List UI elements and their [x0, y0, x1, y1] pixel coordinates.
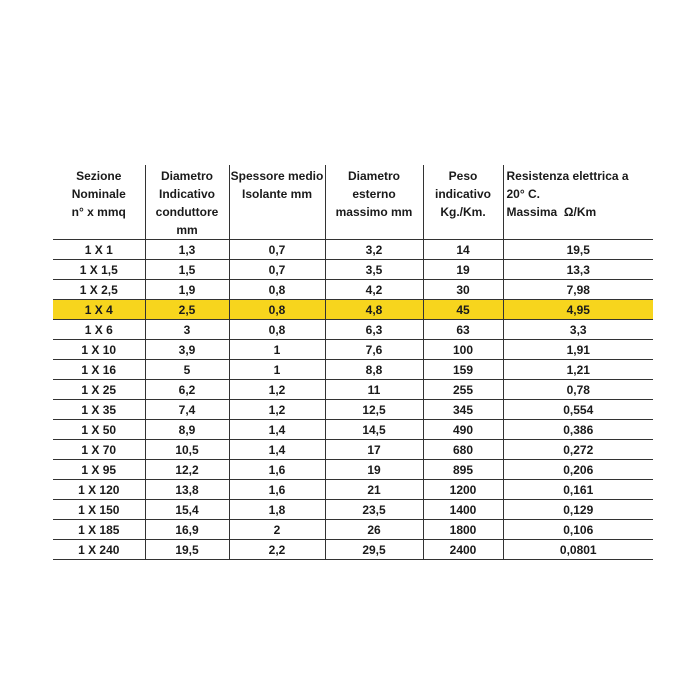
cell-sezione: 1 X 1,5: [53, 260, 145, 280]
table-row-highlighted: [53, 300, 653, 320]
cell-peso: 1400: [423, 500, 503, 520]
cell-sezione: 1 X 120: [53, 480, 145, 500]
cell-spessore: 0,8: [229, 320, 325, 340]
cell-spessore: 1: [229, 360, 325, 380]
cell-peso: 100: [423, 340, 503, 360]
cell-sezione: 1 X 50: [53, 420, 145, 440]
cell-diametro-conduttore: 15,4: [145, 500, 229, 520]
cell-sezione: 1 X 240: [53, 540, 145, 560]
cell-peso: 255: [423, 380, 503, 400]
cell-diametro-esterno: 14,5: [325, 420, 423, 440]
table-row: [53, 260, 653, 280]
cell-diametro-esterno: 3,5: [325, 260, 423, 280]
cell-peso: 159: [423, 360, 503, 380]
table-row: [53, 440, 653, 460]
table-body: [53, 240, 653, 560]
header-text: mm: [176, 223, 198, 237]
cell-peso: 895: [423, 460, 503, 480]
cell-sezione: 1 X 2,5: [53, 280, 145, 300]
cell-diametro-esterno: 8,8: [325, 360, 423, 380]
cell-diametro-conduttore: 8,9: [145, 420, 229, 440]
cell-spessore: 2: [229, 520, 325, 540]
cell-diametro-esterno: 26: [325, 520, 423, 540]
table-row: [53, 280, 653, 300]
cable-spec-table: [53, 165, 653, 560]
cell-diametro-conduttore: 1,3: [145, 240, 229, 260]
cell-diametro-conduttore: 16,9: [145, 520, 229, 540]
cell-peso: 45: [423, 300, 503, 320]
header-text: Resistenza elettrica a: [506, 169, 629, 183]
cell-diametro-conduttore: 13,8: [145, 480, 229, 500]
cell-diametro-conduttore: 19,5: [145, 540, 229, 560]
cell-sezione: 1 X 35: [53, 400, 145, 420]
cell-sezione: 1 X 1: [53, 240, 145, 260]
cell-peso: 1200: [423, 480, 503, 500]
header-text: Sezione: [76, 169, 122, 183]
header-sezione-nominale: [53, 165, 145, 240]
cell-resistenza: 0,272: [503, 440, 653, 460]
cell-sezione: 1 X 6: [53, 320, 145, 340]
cell-spessore: 0,7: [229, 260, 325, 280]
table-header: [53, 165, 653, 240]
header-text: Isolante mm: [241, 187, 313, 201]
table-row: [53, 520, 653, 540]
header-resistenza: [503, 165, 653, 240]
cell-spessore: 1,6: [229, 460, 325, 480]
cell-peso: 1800: [423, 520, 503, 540]
cell-peso: 63: [423, 320, 503, 340]
cell-resistenza: 0,0801: [503, 540, 653, 560]
table-row: [53, 340, 653, 360]
cell-diametro-esterno: 4,2: [325, 280, 423, 300]
header-text: 20° C.: [506, 187, 540, 201]
cell-resistenza: 7,98: [503, 280, 653, 300]
cell-spessore: 1,4: [229, 420, 325, 440]
cell-peso: 680: [423, 440, 503, 460]
header-diametro-conduttore: [145, 165, 229, 240]
table-row: [53, 420, 653, 440]
cell-resistenza: 0,129: [503, 500, 653, 520]
cell-diametro-conduttore: 3,9: [145, 340, 229, 360]
table-row: [53, 540, 653, 560]
cell-resistenza: 0,554: [503, 400, 653, 420]
cell-spessore: 0,7: [229, 240, 325, 260]
cell-sezione: 1 X 150: [53, 500, 145, 520]
cell-spessore: 0,8: [229, 300, 325, 320]
cell-diametro-esterno: 21: [325, 480, 423, 500]
cell-diametro-esterno: 7,6: [325, 340, 423, 360]
cell-diametro-conduttore: 12,2: [145, 460, 229, 480]
cell-sezione: 1 X 95: [53, 460, 145, 480]
cell-spessore: 1,8: [229, 500, 325, 520]
header-text: esterno: [352, 187, 396, 201]
header-text: Massima Ω/Km: [506, 205, 597, 219]
header-text: Spessore medio: [230, 169, 324, 183]
header-text: Diametro: [160, 169, 213, 183]
header-text: massimo mm: [335, 205, 413, 219]
cell-spessore: 1,2: [229, 400, 325, 420]
cell-spessore: 0,8: [229, 280, 325, 300]
cell-spessore: 1: [229, 340, 325, 360]
table-row: [53, 460, 653, 480]
cell-diametro-esterno: 4,8: [325, 300, 423, 320]
cell-resistenza: 3,3: [503, 320, 653, 340]
header-text: conduttore: [155, 205, 219, 219]
cell-spessore: 1,4: [229, 440, 325, 460]
table-row: [53, 400, 653, 420]
table-row: [53, 240, 653, 260]
table-row: [53, 320, 653, 340]
cell-resistenza: 1,21: [503, 360, 653, 380]
cell-resistenza: 0,386: [503, 420, 653, 440]
cell-sezione: 1 X 185: [53, 520, 145, 540]
cell-diametro-conduttore: 1,9: [145, 280, 229, 300]
cell-diametro-conduttore: 7,4: [145, 400, 229, 420]
cell-diametro-esterno: 11: [325, 380, 423, 400]
cell-peso: 30: [423, 280, 503, 300]
cell-diametro-esterno: 29,5: [325, 540, 423, 560]
cell-diametro-conduttore: 2,5: [145, 300, 229, 320]
header-text: Indicativo: [158, 187, 215, 201]
cell-spessore: 1,2: [229, 380, 325, 400]
table-row: [53, 380, 653, 400]
table-row: [53, 500, 653, 520]
cell-diametro-esterno: 23,5: [325, 500, 423, 520]
header-text: n° x mmq: [71, 205, 126, 219]
cell-resistenza: 0,206: [503, 460, 653, 480]
cell-sezione: 1 X 10: [53, 340, 145, 360]
table-row: [53, 480, 653, 500]
header-spessore-isolante: [229, 165, 325, 240]
cell-resistenza: 1,91: [503, 340, 653, 360]
cell-diametro-esterno: 6,3: [325, 320, 423, 340]
header-text: Peso: [448, 169, 478, 183]
cell-sezione: 1 X 4: [53, 300, 145, 320]
cell-diametro-conduttore: 1,5: [145, 260, 229, 280]
cell-resistenza: 0,161: [503, 480, 653, 500]
header-text: Diametro: [347, 169, 400, 183]
header-row: [53, 165, 653, 240]
table-row: [53, 360, 653, 380]
header-text: Kg./Km.: [440, 205, 486, 219]
cell-diametro-conduttore: 6,2: [145, 380, 229, 400]
cell-diametro-esterno: 19: [325, 460, 423, 480]
cell-diametro-conduttore: 3: [145, 320, 229, 340]
cell-spessore: 1,6: [229, 480, 325, 500]
cell-diametro-conduttore: 5: [145, 360, 229, 380]
cell-sezione: 1 X 70: [53, 440, 145, 460]
header-diametro-esterno: [325, 165, 423, 240]
cell-resistenza: 4,95: [503, 300, 653, 320]
cell-diametro-conduttore: 10,5: [145, 440, 229, 460]
cell-resistenza: 19,5: [503, 240, 653, 260]
cell-peso: 490: [423, 420, 503, 440]
cell-sezione: 1 X 25: [53, 380, 145, 400]
cell-diametro-esterno: 12,5: [325, 400, 423, 420]
cell-peso: 14: [423, 240, 503, 260]
cell-diametro-esterno: 3,2: [325, 240, 423, 260]
cell-diametro-esterno: 17: [325, 440, 423, 460]
cell-resistenza: 13,3: [503, 260, 653, 280]
cell-sezione: 1 X 16: [53, 360, 145, 380]
cell-peso: 2400: [423, 540, 503, 560]
cell-peso: 345: [423, 400, 503, 420]
cell-resistenza: 0,78: [503, 380, 653, 400]
header-peso: [423, 165, 503, 240]
header-text: indicativo: [434, 187, 491, 201]
cell-resistenza: 0,106: [503, 520, 653, 540]
cell-peso: 19: [423, 260, 503, 280]
cell-spessore: 2,2: [229, 540, 325, 560]
header-text: Nominale: [71, 187, 126, 201]
